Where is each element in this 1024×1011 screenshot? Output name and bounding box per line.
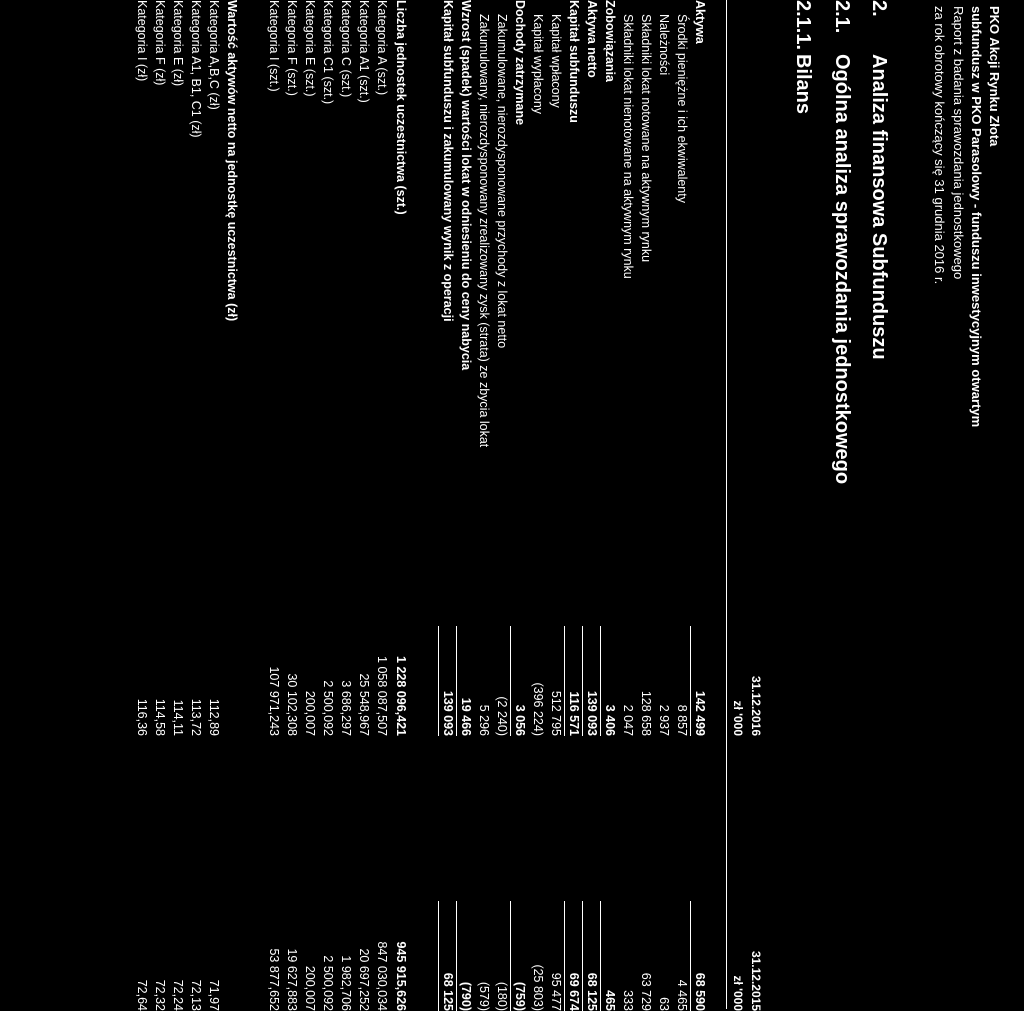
value-2015: 72,32 [153,979,167,1011]
value-2015: (790) [456,901,474,1011]
value-2015: 63 [657,997,671,1011]
column-header-unit-2015: zł '000 [731,975,745,1011]
row-label: Kategoria C (szt.) [339,0,353,98]
table-row [265,0,282,1009]
row-label: Kategoria A,B,C (zł) [207,0,221,110]
row-label: Środki pieniężne i ich ekwiwalenty [675,14,689,203]
table-row [319,0,336,1009]
row-label: Kapitał wypłacony [531,14,545,115]
row-label: Kapitał subfunduszu i zakumulowany wynik z operacji [441,0,455,322]
value-2016: (396 224) [531,682,545,736]
fund-subtitle: subfundusz w PKO Parasolowy - funduszu inwestycyjnym otwartym [969,6,984,428]
value-2015: 333 [621,990,635,1011]
report-title: Raport z badania sprawozdania jednostkowego [951,6,966,280]
value-2016: 200,007 [303,690,317,736]
value-2015: 68 125 [582,901,600,1011]
value-2016: 2 500,092 [321,680,335,736]
section-number: 2.1.1. [792,0,814,51]
column-header-date-2016: 31.12.2016 [749,675,763,736]
table-row [223,0,240,1009]
value-2016: 113,72 [189,698,203,736]
value-2016: 114,11 [171,699,185,736]
section-number: 2.1. [831,0,853,34]
table-row [655,0,672,1009]
row-label: Kategoria F (szt.) [285,0,299,96]
row-label: Kategoria I (zł) [135,0,149,82]
value-2016: 2 937 [657,704,671,736]
value-2015: (579) [477,981,491,1011]
table-row [529,0,546,1009]
row-label: Zakumulowany, nierozdysponowany zrealizowany zysk (strata) ze zbycia lokat [477,14,491,448]
value-2015: (180) [495,981,509,1011]
table-row [637,0,654,1009]
row-label: Aktywa [693,0,707,44]
table-row [392,0,409,1009]
row-label: Kategoria F (zł) [153,0,167,86]
value-2016: 116,36 [135,698,149,736]
table-row [601,0,618,1009]
table-row [187,0,204,1009]
value-2015: 1 982,706 [339,955,353,1011]
row-label: Kategoria A1, B1, C1 (zł) [189,0,203,138]
row-label: Składniki lokat nienotowane na aktywnym rynku [621,14,635,279]
value-2015: 69 674 [564,901,582,1011]
header-rule [726,0,727,1009]
row-label: Wartość aktywów netto na jednostkę uczestnictwa (zł) [225,0,239,322]
row-label: Kategoria I (szt.) [267,0,281,92]
value-2016: 139 093 [582,626,600,736]
table-row [169,0,186,1009]
table-row [673,0,690,1009]
value-2016: 116 571 [564,626,582,736]
value-2016: 142 499 [690,626,708,736]
table-row [547,0,564,1009]
value-2015: 4 465 [675,979,689,1011]
value-2016: 1 228 096,421 [394,656,408,736]
row-label: Kategoria E (szt.) [303,0,317,97]
table-row [301,0,318,1009]
value-2015: 19 627,883 [285,948,299,1011]
table-row [283,0,300,1009]
value-2016: 25 548,967 [357,673,371,736]
value-2015: 20 697,252 [357,948,371,1011]
value-2016: 512 795 [549,690,563,736]
table-row [133,0,150,1009]
table-row [565,0,582,1009]
value-2016: 139 093 [438,626,456,736]
column-header-unit-2016: zł '000 [731,700,745,736]
row-label: Wzrost (spadek) wartości lokat w odniesieniu do ceny nabycia [459,0,473,371]
table-row [457,0,474,1009]
value-2016: 3 056 [510,626,528,736]
value-2015: 68 125 [438,901,456,1011]
row-label: Składniki lokat notowane na aktywnym rynku [639,14,653,263]
value-2015: 465 [600,901,618,1011]
table-row [337,0,354,1009]
value-2015: 945 915,626 [394,941,408,1011]
row-label: Kategoria C1 (szt.) [321,0,335,105]
row-label: Dochody zatrzymane [513,0,527,126]
value-2015: 200,007 [303,965,317,1011]
value-2016: (2 240) [495,696,509,736]
table-row [493,0,510,1009]
row-label: Kategoria E (zł) [171,0,185,87]
value-2015: 95 477 [549,972,563,1011]
table-row [439,0,456,1009]
section-title: Analiza finansowa Subfunduszu [868,54,890,360]
value-2015: 63 729 [639,972,653,1011]
value-2015: 71,97 [207,979,221,1011]
row-label: Kapitał wpłacony [549,14,563,108]
table-row [619,0,636,1009]
value-2016: 107 971,243 [267,666,281,736]
row-label: Liczba jednostek uczestnictwa (szt.) [394,0,408,215]
value-2016: 30 102,308 [285,673,299,736]
row-label: Kategoria A1 (szt.) [357,0,371,103]
section-number: 2. [868,0,890,17]
value-2016: 114,58 [153,698,167,736]
table-row [151,0,168,1009]
row-label: Należności [657,14,671,76]
table-row [475,0,492,1009]
row-label: Zobowiązania [603,0,617,82]
row-label: Kapitał subfunduszu [567,0,581,123]
row-label: Zakumulowane, nierozdysponowane przychody z lokat netto [495,14,509,349]
value-2016: 3 406 [600,626,618,736]
value-2016: 5 296 [477,704,491,736]
section-title: Ogólna analiza sprawozdania jednostkowego [831,54,853,485]
value-2015: 72,13 [189,979,203,1011]
value-2015: (759) [510,901,528,1011]
value-2016: 112,89 [207,698,221,736]
table-row [691,0,708,1009]
value-2015: 2 500,092 [321,955,335,1011]
fund-name: PKO Akcji Rynku Złota [987,6,1002,147]
value-2015: 72,64 [135,979,149,1011]
value-2015: (25 803) [531,964,545,1011]
table-row [355,0,372,1009]
row-label: Kategoria A (szt.) [375,0,389,96]
value-2016: 1 058 087,507 [375,656,389,736]
table-row [205,0,222,1009]
value-2016: 3 686,297 [339,680,353,736]
value-2016: 2 047 [621,704,635,736]
column-header-date-2015: 31.12.2015 [749,950,763,1011]
value-2015: 72,24 [171,979,185,1011]
table-row [373,0,390,1009]
value-2016: 19 466 [456,626,474,736]
value-2015: 68 590 [690,901,708,1011]
table-row [583,0,600,1009]
value-2016: 128 658 [639,690,653,736]
value-2015: 53 877,652 [267,948,281,1011]
value-2015: 847 030,034 [375,941,389,1011]
value-2016: 8 857 [675,704,689,736]
row-label: Aktywa netto [585,0,599,78]
table-row [511,0,528,1009]
report-period: za rok obrotowy kończący się 31 grudnia 2016 r. [932,6,947,285]
section-title: Bilans [792,54,814,115]
